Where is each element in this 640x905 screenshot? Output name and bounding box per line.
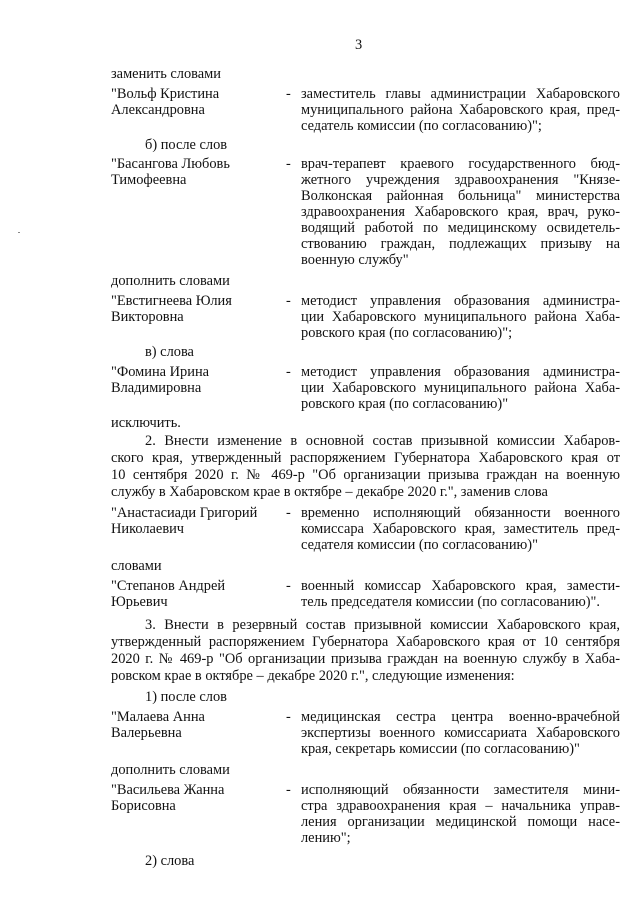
paragraph-line: ского края, утвержденный распоряжением Губернатора Хабаровского края от <box>111 450 620 466</box>
member-role: стра здравоохранения края – начальника управ- <box>301 798 620 814</box>
member-role: ровского края (по согласованию)" <box>301 396 509 412</box>
member-name: Валерьевна <box>111 725 182 741</box>
member-name: "Басангова Любовь <box>111 156 230 172</box>
member-role: ции Хабаровского муниципального района Хаба- <box>301 380 620 396</box>
member-role: заместитель главы администрации Хабаровского <box>301 86 620 102</box>
member-role: исполняющий обязанности заместителя мини- <box>301 782 620 798</box>
member-name: "Вольф Кристина <box>111 86 220 102</box>
text-line: заменить словами <box>111 66 221 82</box>
text-line: дополнить словами <box>111 762 230 778</box>
member-name: "Анастасиади Григорий <box>111 505 258 521</box>
member-role: комиссара Хабаровского края, заместитель пред- <box>301 521 620 537</box>
member-role: военный комиссар Хабаровского края, замести- <box>301 578 620 594</box>
dash: - <box>286 578 291 594</box>
member-role: экспертизы военного комиссариата Хабаровского <box>301 725 620 741</box>
text-line: б) после слов <box>145 137 228 153</box>
text-line: 2) слова <box>145 853 195 869</box>
text-line: в) слова <box>145 344 194 360</box>
member-role: лению"; <box>301 830 351 846</box>
paragraph-line: 2020 г. № 469-р "Об организации призыва граждан на военную службу в Хаба- <box>111 651 620 667</box>
paragraph-line: службу в Хабаровском крае в октябре – декабре 2020 г.", заменив слова <box>111 484 548 500</box>
dash: - <box>286 709 291 725</box>
member-role: тель председателя комиссии (по согласованию)". <box>301 594 600 610</box>
paragraph-line: 10 сентября 2020 г. № 469-р "Об организации призыва граждан на военную <box>111 467 620 483</box>
dash: - <box>286 293 291 309</box>
member-role: водящий работой по медицинскому освидетель- <box>301 220 620 236</box>
member-role: здравоохранения Хабаровского края, врач, руко- <box>301 204 620 220</box>
member-role: ствованию граждан, подлежащих призыву на <box>301 236 620 252</box>
member-role: седателя комиссии (по согласованию)" <box>301 537 538 553</box>
dash: - <box>286 86 291 102</box>
scan-mark <box>18 232 20 233</box>
member-role: Волконская районная больница" министерства <box>301 188 620 204</box>
member-name: Борисовна <box>111 798 176 814</box>
text-line: исключить. <box>111 415 181 431</box>
member-name: "Евстигнеева Юлия <box>111 293 232 309</box>
member-role: муниципального района Хабаровского края, пред- <box>301 102 620 118</box>
paragraph-line: ровском крае в октябре – декабре 2020 г.", следующие изменения: <box>111 668 515 684</box>
dash: - <box>286 156 291 172</box>
member-name: Тимофеевна <box>111 172 187 188</box>
member-role: методист управления образования администра- <box>301 293 620 309</box>
paragraph-line: 3. Внести в резервный состав призывной комиссии Хабаровского края, <box>145 617 620 633</box>
member-role: временно исполняющий обязанности военного <box>301 505 620 521</box>
dash: - <box>286 364 291 380</box>
member-name: Владимировна <box>111 380 202 396</box>
member-role: ления организации медицинской помощи насе- <box>301 814 620 830</box>
member-role: ровского края (по согласованию)"; <box>301 325 513 341</box>
member-role: края, секретарь комиссии (по согласованию)" <box>301 741 580 757</box>
member-name: Николаевич <box>111 521 185 537</box>
text-line: словами <box>111 558 162 574</box>
member-name: "Малаева Анна <box>111 709 205 725</box>
text-line: 1) после слов <box>145 689 227 705</box>
text-line: дополнить словами <box>111 273 230 289</box>
member-name: "Фомина Ирина <box>111 364 210 380</box>
member-name: Юрьевич <box>111 594 168 610</box>
paragraph-line: 2. Внести изменение в основной состав призывной комиссии Хабаров- <box>145 433 620 449</box>
member-name: Викторовна <box>111 309 184 325</box>
member-role: методист управления образования администра- <box>301 364 620 380</box>
member-role: военную службу" <box>301 252 409 268</box>
dash: - <box>286 505 291 521</box>
paragraph-line: утвержденный распоряжением Губернатора Хабаровского края от 10 сентября <box>111 634 620 650</box>
member-role: врач-терапевт краевого государственного бюд- <box>301 156 620 172</box>
member-name: Александровна <box>111 102 205 118</box>
member-role: седатель комиссии (по согласованию)"; <box>301 118 542 134</box>
dash: - <box>286 782 291 798</box>
member-name: "Степанов Андрей <box>111 578 226 594</box>
member-role: ции Хабаровского муниципального района Хаба- <box>301 309 620 325</box>
member-role: медицинская сестра центра военно-врачебной <box>301 709 620 725</box>
member-role: жетного учреждения здравоохранения "Князе- <box>301 172 620 188</box>
member-name: "Васильева Жанна <box>111 782 225 798</box>
page-number: 3 <box>355 37 363 53</box>
